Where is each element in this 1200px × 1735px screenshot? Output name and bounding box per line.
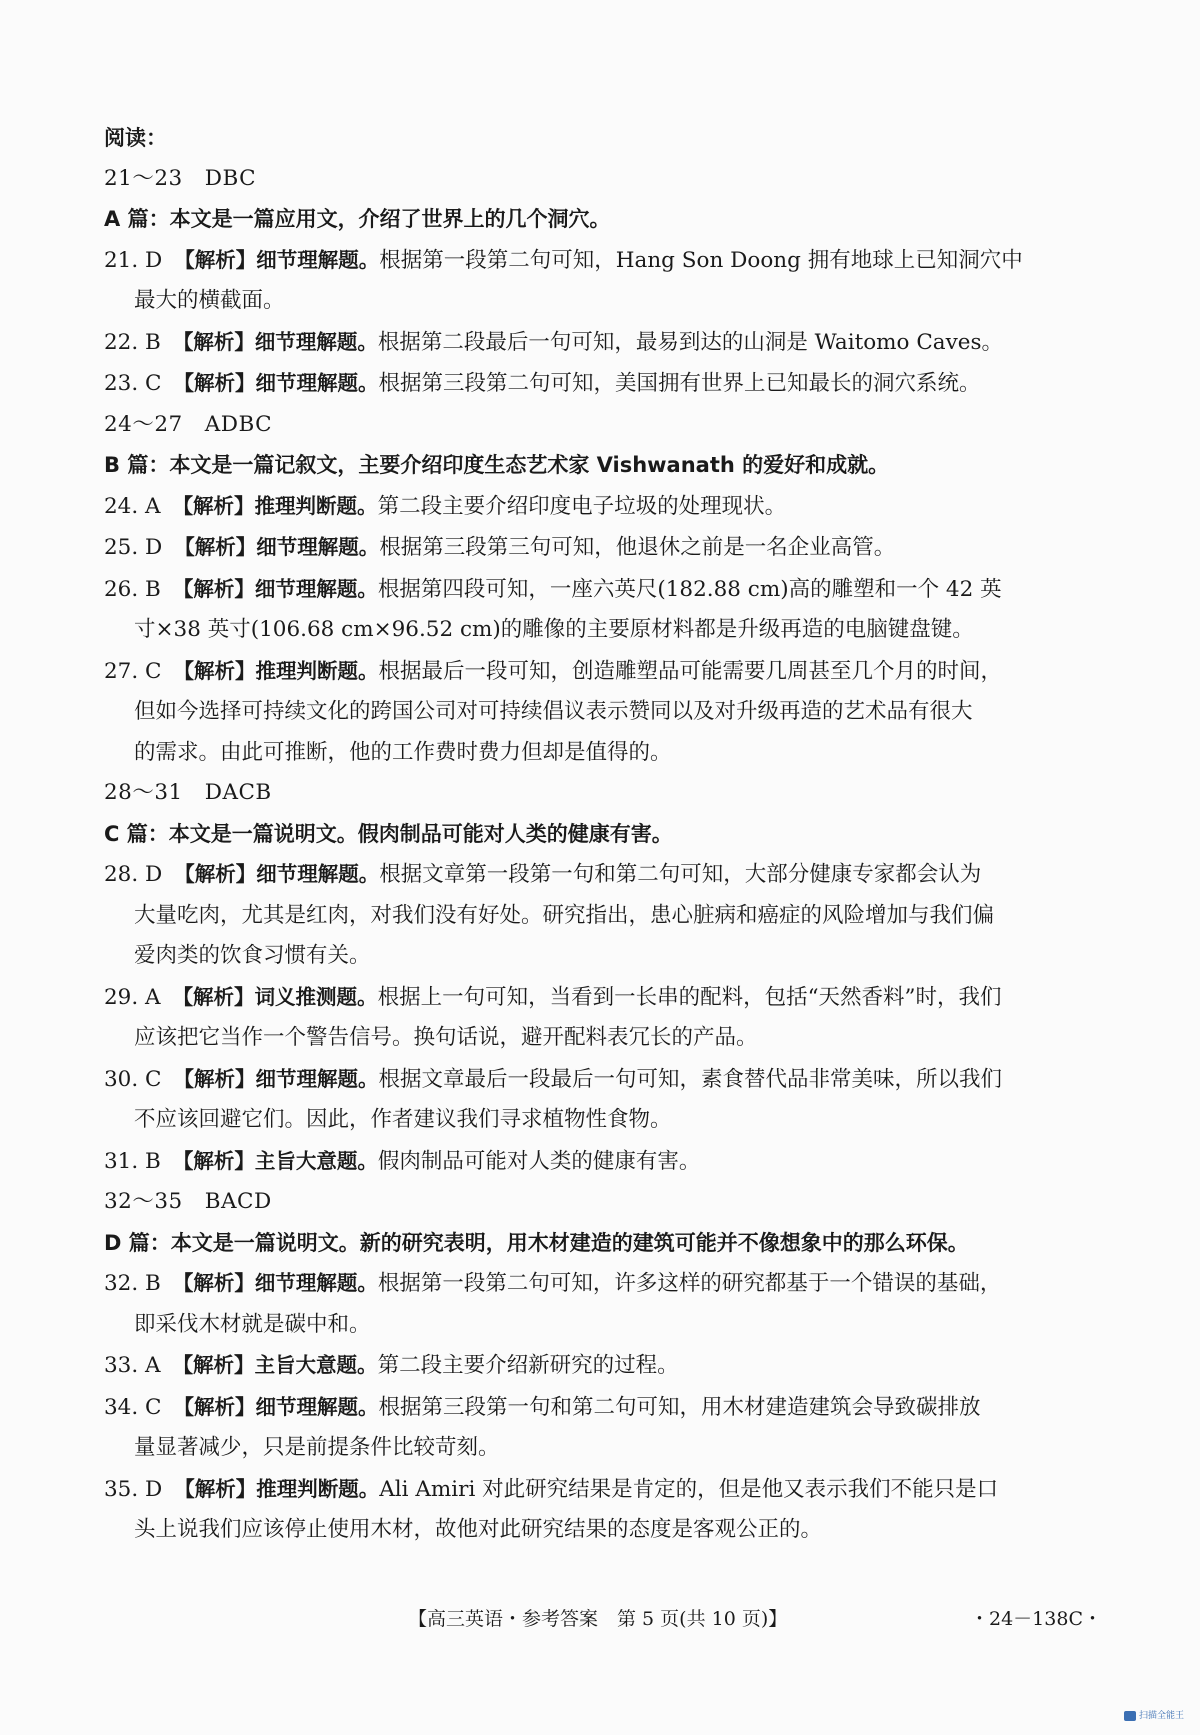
explanation-text: 根据文章最后一段最后一句可知，素食替代品非常美味，所以我们 <box>378 1066 1002 1092</box>
reading-heading: 阅读： <box>104 126 167 150</box>
explanation-continuation <box>104 610 1104 651</box>
explanation-text: 的需求。由此可推断，他的工作费时费力但却是值得的。 <box>134 739 672 765</box>
question-number-answer: 26. B <box>104 576 161 602</box>
answer-range-line <box>104 1182 1104 1223</box>
analysis-tag: 【解析】 <box>173 658 256 683</box>
analysis-tag: 【解析】 <box>172 493 255 518</box>
explanation-first-line <box>104 569 1104 611</box>
question-number-answer: 22. B <box>104 329 161 355</box>
answer-explanation <box>104 1345 1104 1387</box>
question-range: 28～31 <box>104 780 183 805</box>
watermark-text: 扫描全能王 <box>1138 1711 1184 1721</box>
question-number-answer: 32. B <box>104 1271 161 1296</box>
explanation-continuation <box>104 1428 1104 1469</box>
answer-explanation <box>104 322 1104 364</box>
explanation-text: 应该把它当作一个警告信号。换句话说，避开配料表冗长的产品。 <box>134 1025 758 1050</box>
explanation-text: 根据最后一段可知，创造雕塑品可能需要几周甚至几个月的时间， <box>378 658 1002 684</box>
explanation-continuation <box>104 281 1104 322</box>
explanation-first-line <box>104 322 1104 364</box>
answer-key: ADBC <box>204 411 273 437</box>
answer-explanation <box>104 1387 1104 1469</box>
question-type: 细节理解题。 <box>255 1066 379 1091</box>
answer-explanation <box>104 1141 1104 1183</box>
explanation-continuation <box>104 733 1104 774</box>
question-number-answer: 33. A <box>104 1353 161 1378</box>
answer-explanation <box>104 527 1104 569</box>
explanation-first-line <box>104 240 1104 282</box>
question-range: 24～27 <box>104 411 183 437</box>
explanation-text: 第二段主要介绍印度电子垃圾的处理现状。 <box>377 493 787 519</box>
explanation-text: 根据上一句可知，当看到一长串的配料，包括“天然香料”时，我们 <box>377 984 1002 1010</box>
analysis-tag: 【解析】 <box>172 329 255 354</box>
answer-explanation <box>104 977 1104 1059</box>
explanation-text: 即采伐木材就是碳中和。 <box>134 1311 371 1337</box>
answer-explanation <box>104 1469 1104 1551</box>
explanation-first-line <box>104 1263 1104 1305</box>
analysis-tag: 【解析】 <box>174 247 257 272</box>
scanner-logo-icon <box>1124 1711 1136 1721</box>
question-type: 细节理解题。 <box>255 1394 379 1419</box>
answer-range-line <box>104 405 1104 446</box>
question-type: 细节理解题。 <box>254 1271 378 1295</box>
question-type: 细节理解题。 <box>256 862 380 886</box>
explanation-continuation <box>104 1510 1104 1551</box>
footer-page-info: 【高三英语・参考答案 第 5 页(共 10 页)】 <box>408 1608 788 1630</box>
explanation-text: 根据第三段第二句可知，美国拥有世界上已知最长的洞穴系统。 <box>378 371 981 396</box>
explanation-text: 根据第三段第三句可知，他退休之前是一名企业高管。 <box>379 535 896 560</box>
passage-summary: D 篇：本文是一篇说明文。新的研究表明，用木材建造的建筑可能并不像想象中的那么环保。 <box>104 1230 969 1255</box>
analysis-tag: 【解析】 <box>173 1394 256 1419</box>
answer-explanation <box>104 854 1104 977</box>
analysis-tag: 【解析】 <box>174 535 257 559</box>
question-number-answer: 28. D <box>104 862 163 887</box>
explanation-first-line <box>104 1141 1104 1183</box>
question-number-answer: 30. C <box>104 1066 162 1092</box>
explanation-first-line <box>104 977 1104 1019</box>
question-number-answer: 25. D <box>104 535 163 560</box>
explanation-first-line <box>104 1387 1104 1429</box>
explanation-text: 爱肉类的饮食习惯有关。 <box>134 943 371 968</box>
analysis-tag: 【解析】 <box>174 1476 257 1501</box>
answer-explanation <box>104 486 1104 528</box>
answer-explanation <box>104 363 1104 405</box>
question-type: 细节理解题。 <box>254 576 378 601</box>
answer-explanation <box>104 651 1104 774</box>
question-type: 词义推测题。 <box>254 984 378 1009</box>
explanation-text: Ali Amiri 对此研究结果是肯定的，但是他又表示我们不能只是口 <box>379 1476 999 1502</box>
explanation-continuation <box>104 692 1104 733</box>
explanation-first-line <box>104 363 1104 405</box>
document-page <box>104 118 1104 1551</box>
question-type: 细节理解题。 <box>254 329 378 354</box>
analysis-tag: 【解析】 <box>172 1353 255 1377</box>
passage-summary: C 篇：本文是一篇说明文。假肉制品可能对人类的健康有害。 <box>104 821 673 846</box>
explanation-text: 根据第二段最后一句可知，最易到达的山洞是 Waitomo Caves。 <box>377 329 1004 355</box>
explanation-text: 第二段主要介绍新研究的过程。 <box>377 1353 679 1378</box>
question-number-answer: 27. C <box>104 658 162 684</box>
analysis-tag: 【解析】 <box>173 1066 256 1091</box>
answer-explanation <box>104 1263 1104 1345</box>
explanation-text: 量显著减少，只是前提条件比较苛刻。 <box>134 1435 500 1460</box>
answer-sections <box>104 159 1104 1551</box>
question-type: 推理判断题。 <box>254 493 378 518</box>
explanation-text: 根据文章第一段第一句和第二句可知，大部分健康专家都会认为 <box>379 862 982 887</box>
passage-summary: B 篇：本文是一篇记叙文，主要介绍印度生态艺术家 Vishwanath 的爱好和成就。 <box>104 453 890 477</box>
explanation-text: 大量吃肉，尤其是红肉，对我们没有好处。研究指出，患心脏病和癌症的风险增加与我们偏 <box>134 902 995 928</box>
analysis-tag: 【解析】 <box>172 984 255 1009</box>
question-range: 21～23 <box>104 165 183 191</box>
analysis-tag: 【解析】 <box>174 862 257 886</box>
question-number-answer: 34. C <box>104 1394 162 1420</box>
question-type: 主旨大意题。 <box>254 1148 378 1173</box>
explanation-text: 不应该回避它们。因此，作者建议我们寻求植物性食物。 <box>134 1107 672 1132</box>
question-number-answer: 31. B <box>104 1148 161 1174</box>
answer-explanation <box>104 1059 1104 1141</box>
footer-doc-code: ・24－138C・ <box>970 1608 1102 1630</box>
question-number-answer: 24. A <box>104 493 161 519</box>
explanation-text: 假肉制品可能对人类的健康有害。 <box>377 1148 701 1174</box>
explanation-continuation <box>104 936 1104 977</box>
explanation-first-line <box>104 1345 1104 1387</box>
explanation-text: 头上说我们应该停止使用木材，故他对此研究结果的态度是客观公正的。 <box>134 1517 823 1542</box>
question-type: 推理判断题。 <box>255 658 379 683</box>
answer-key: BACD <box>204 1189 272 1214</box>
explanation-first-line <box>104 527 1104 569</box>
question-type: 主旨大意题。 <box>254 1353 378 1377</box>
passage-summary: A 篇：本文是一篇应用文，介绍了世界上的几个洞穴。 <box>104 207 611 231</box>
explanation-first-line <box>104 854 1104 896</box>
explanation-text: 根据第一段第二句可知，许多这样的研究都基于一个错误的基础， <box>377 1271 1002 1296</box>
analysis-tag: 【解析】 <box>172 1148 255 1173</box>
answer-explanation <box>104 240 1104 322</box>
question-number-answer: 35. D <box>104 1476 163 1502</box>
analysis-tag: 【解析】 <box>172 576 255 601</box>
answer-key: DBC <box>204 165 257 191</box>
explanation-continuation <box>104 1018 1104 1059</box>
answer-range-line <box>104 773 1104 814</box>
explanation-text: 根据第四段可知，一座六英尺(182.88 cm)高的雕塑和一个 42 英 <box>377 576 1002 602</box>
explanation-text: 寸×38 英寸(106.68 cm×96.52 cm)的雕像的主要原材料都是升级再造的电脑键盘键。 <box>134 617 974 642</box>
explanation-first-line <box>104 1059 1104 1101</box>
explanation-text: 根据第一段第二句可知，Hang Son Doong 拥有地球上已知洞穴中 <box>379 247 1023 273</box>
explanation-text: 但如今选择可持续文化的跨国公司对可持续倡议表示赞同以及对升级再造的艺术品有很大 <box>134 699 973 724</box>
scanner-watermark <box>1124 1708 1184 1721</box>
answer-range-line <box>104 159 1104 200</box>
question-type: 细节理解题。 <box>255 371 379 395</box>
question-type: 细节理解题。 <box>256 535 380 559</box>
analysis-tag: 【解析】 <box>173 371 256 395</box>
explanation-text: 最大的横截面。 <box>134 288 285 313</box>
explanation-first-line <box>104 1469 1104 1511</box>
explanation-text: 根据第三段第一句和第二句可知，用木材建造建筑会导致碳排放 <box>378 1394 981 1420</box>
explanation-continuation <box>104 896 1104 937</box>
explanation-continuation <box>104 1100 1104 1141</box>
question-type: 推理判断题。 <box>256 1476 380 1501</box>
analysis-tag: 【解析】 <box>172 1271 255 1295</box>
explanation-continuation <box>104 1305 1104 1346</box>
explanation-first-line <box>104 486 1104 528</box>
answer-key: DACB <box>204 780 272 805</box>
explanation-first-line <box>104 651 1104 693</box>
question-number-answer: 29. A <box>104 984 161 1010</box>
question-range: 32～35 <box>104 1189 183 1214</box>
question-type: 细节理解题。 <box>256 247 380 272</box>
question-number-answer: 23. C <box>104 371 162 396</box>
question-number-answer: 21. D <box>104 247 163 273</box>
answer-explanation <box>104 569 1104 651</box>
